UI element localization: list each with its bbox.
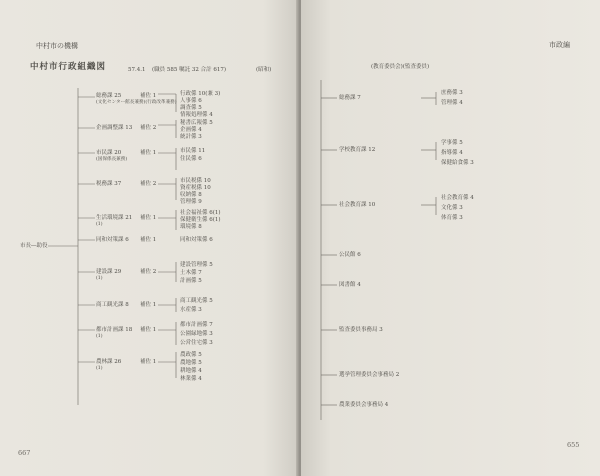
section-label: 資産税係 10 — [180, 185, 211, 191]
section-label: 秘書広報係 5 — [180, 120, 213, 126]
unit-note: (昭和) — [256, 67, 272, 73]
section-label: 同和対策係 6 — [180, 237, 213, 243]
dept-note: (1) — [96, 276, 103, 281]
dept-note: (1) — [96, 366, 103, 371]
left-page — [0, 0, 299, 476]
dept-rank: 補佐 1 — [140, 327, 157, 333]
dept-rank: 補佐 1 — [140, 150, 157, 156]
section-label: 土木係 7 — [180, 270, 202, 276]
section-label: 社会福祉係 6(1) — [180, 210, 221, 216]
header-line: (教育委員会)(監査委員) — [371, 64, 430, 70]
chart-title: 中村市行政組織図 — [30, 62, 107, 72]
group-section: 保健給食係 3 — [441, 160, 474, 166]
dept-rank: 補佐 1 — [140, 237, 157, 243]
dept-rank: 補佐 1 — [140, 93, 157, 99]
right-page — [301, 0, 600, 476]
dept-name: 商工観光課 8 — [96, 302, 129, 308]
group-section: 体育係 3 — [441, 215, 463, 221]
section-label: 公営住宅係 3 — [180, 340, 213, 346]
dept-name: 農林課 26 — [96, 359, 122, 365]
section-label: 農地係 5 — [180, 360, 202, 366]
dept-name: 総務課 25 — [96, 93, 122, 99]
section-label: 環境係 8 — [180, 224, 202, 230]
group-section: 指導係 4 — [441, 150, 463, 156]
dept-rank: 補佐 1 — [140, 215, 157, 221]
group-name: 農業委員会事務局 4 — [339, 402, 389, 408]
dept-rank: 補佐 1 — [140, 359, 157, 365]
section-label: 企画係 4 — [180, 127, 202, 133]
section-label: 水産係 3 — [180, 307, 202, 313]
group-name: 監査委員事務局 3 — [339, 327, 383, 333]
dept-note: (国保係長兼務) — [96, 157, 128, 162]
section-label: 商工観光係 5 — [180, 298, 213, 304]
section-label: 情報処理係 4 — [180, 112, 213, 118]
section-label: 建設管理係 5 — [180, 262, 213, 268]
group-section: 学事係 5 — [441, 140, 463, 146]
section-label: 行政係 10(兼 3) — [180, 91, 221, 97]
section-label: 林業係 4 — [180, 376, 202, 382]
section-label: 住民係 6 — [180, 156, 202, 162]
section-label: 耕地係 4 — [180, 368, 202, 374]
group-name: 総務課 7 — [339, 95, 361, 101]
page-number-left: 667 — [18, 449, 31, 457]
page-number-right: 655 — [567, 441, 580, 449]
root-node: 市長―助役 — [20, 243, 48, 249]
section-label: 調査係 5 — [180, 105, 202, 111]
group-name: 公民館 6 — [339, 252, 361, 258]
dept-name: 企画調整課 13 — [96, 125, 133, 131]
dept-rank: 補佐 2 — [140, 125, 157, 131]
dept-name: 税務課 37 — [96, 181, 122, 187]
section-label: 市民係 11 — [180, 148, 206, 154]
dept-rank: 補佐 2 — [140, 269, 157, 275]
dept-name: 市民課 20 — [96, 150, 122, 156]
dept-rank: 補佐 2 — [140, 181, 157, 187]
section-label: 保健衛生係 6(1) — [180, 217, 221, 223]
section-label: 統計係 3 — [180, 134, 202, 140]
section-label: 市民税係 10 — [180, 178, 211, 184]
group-name: 社会教育課 10 — [339, 202, 376, 208]
dept-name: 建設課 29 — [96, 269, 122, 275]
staff-counts: (職員 585 嘱託 32 合計 617) — [152, 67, 227, 73]
dept-name: 生活環境課 21 — [96, 215, 133, 221]
group-name: 図書館 4 — [339, 282, 361, 288]
group-name: 選挙管理委員会事務局 2 — [339, 372, 400, 378]
group-section: 管理係 4 — [441, 100, 463, 106]
running-head-left: 中村市の機構 — [36, 42, 78, 50]
date-line: 57.4.1 — [128, 67, 146, 73]
group-section: 文化係 3 — [441, 205, 463, 211]
section-label: 計画係 5 — [180, 278, 202, 284]
dept-rank: 補佐 1 — [140, 302, 157, 308]
dept-note: (1) — [96, 222, 103, 227]
running-head-right: 市政編 — [549, 41, 570, 49]
dept-name: 都市計画課 18 — [96, 327, 133, 333]
section-label: 公園緑地係 3 — [180, 331, 213, 337]
section-label: 収納係 8 — [180, 192, 202, 198]
section-label: 農政係 5 — [180, 352, 202, 358]
group-section: 庶務係 3 — [441, 90, 463, 96]
dept-note: (文化センター館長兼務)(行政改革兼務) — [96, 100, 177, 105]
group-name: 学校教育課 12 — [339, 147, 376, 153]
dept-note: (1) — [96, 334, 103, 339]
section-label: 都市計画係 7 — [180, 322, 213, 328]
section-label: 人事係 6 — [180, 98, 202, 104]
group-section: 社会教育係 4 — [441, 195, 474, 201]
section-label: 管理係 9 — [180, 199, 202, 205]
dept-name: 同和対策課 6 — [96, 237, 129, 243]
